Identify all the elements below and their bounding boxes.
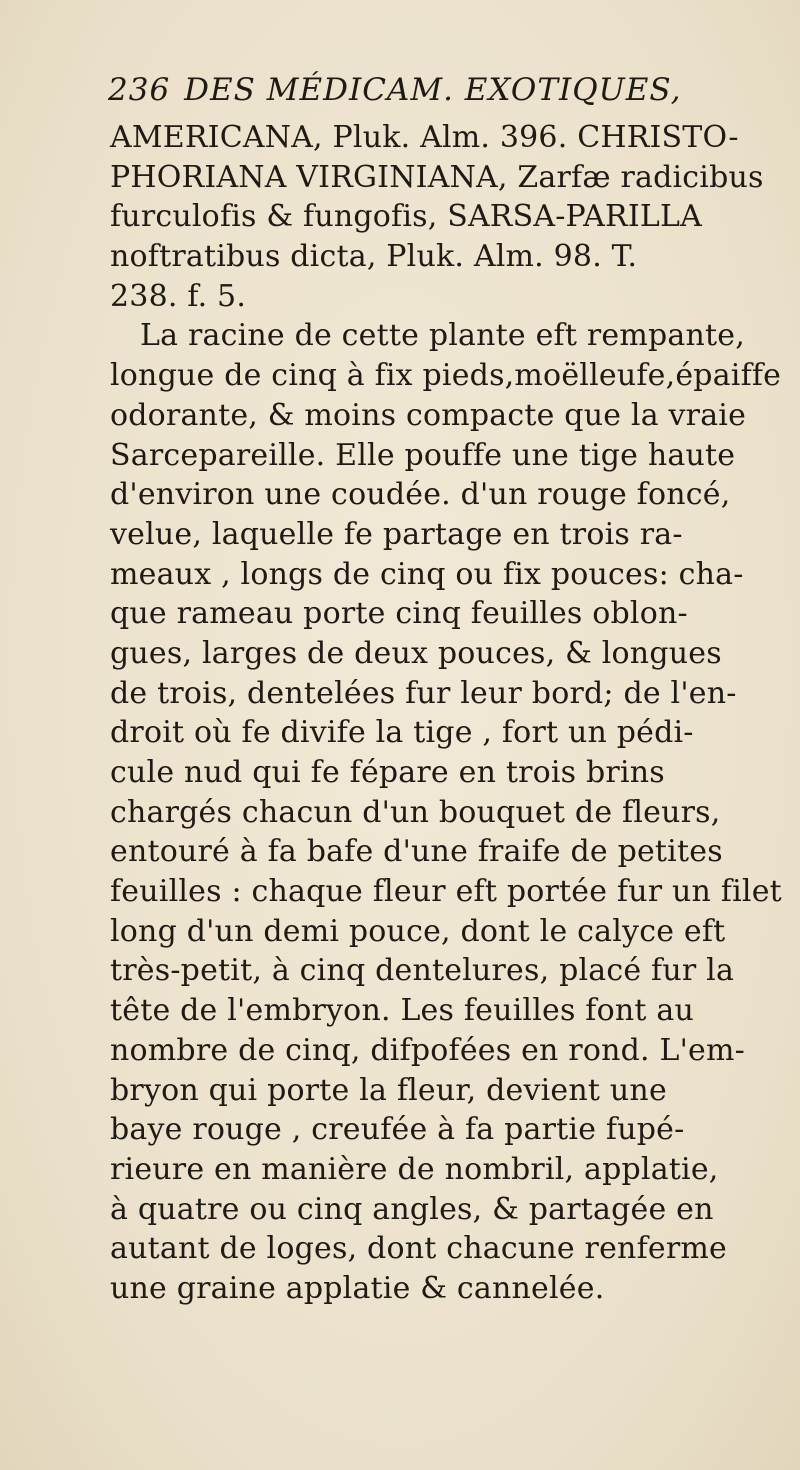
text-line: très-petit, à cinq dentelures, placé fur la [110, 953, 735, 989]
text-line: que rameau porte cinq feuilles oblon- [110, 596, 688, 632]
page-header [108, 72, 768, 120]
running-title: DES MÉDICAM. EXOTIQUES, [184, 72, 682, 108]
text-line: odorante, & moins compacte que la vraie [110, 397, 747, 433]
text-line: meaux , longs de cinq ou fix pouces: cha- [110, 556, 744, 592]
text-line: noftratibus dicta, Pluk. Alm. 98. T. [110, 239, 638, 275]
text-line: long d'un demi pouce, dont le calyce eft [110, 913, 726, 949]
text-line: autant de loges, dont chacune renferme [110, 1231, 727, 1267]
text-line: AMERICANA, Pluk. Alm. 396. CHRISTO- [110, 120, 739, 155]
text-line: de trois, dentelées fur leur bord; de l'en- [110, 675, 737, 711]
body-text [110, 118, 790, 1309]
text-line: cule nud qui fe fépare en trois brins [110, 755, 665, 790]
text-line: chargés chacun d'un bouquet de fleurs, [110, 794, 721, 830]
text-line: à quatre ou cinq angles, & partagée en [110, 1191, 714, 1227]
text-line: bryon qui porte la fleur, devient une [110, 1072, 667, 1108]
text-line: rieure en manière de nombril, applatie, [110, 1151, 719, 1187]
text-line: une graine applatie & cannelée. [110, 1270, 605, 1306]
text-line: droit où fe divife la tige , fort un pédi- [110, 715, 694, 751]
page-number: 236 [108, 72, 171, 108]
text-line: La racine de cette plante eft rempante, [140, 318, 745, 354]
text-line: tête de l'embryon. Les feuilles font au [110, 993, 694, 1029]
text-line: d'environ une coudée. d'un rouge foncé, [110, 477, 731, 513]
text-line: baye rouge , creufée à fa partie fupé- [110, 1112, 685, 1148]
text-line: feuilles : chaque fleur eft portée fur un filet [110, 874, 782, 910]
text-line: gues, larges de deux pouces, & longues [110, 635, 722, 671]
text-line: longue de cinq à fix pieds,moëlleufe,épaiffe [110, 358, 782, 394]
text-line: 238. f. 5. [110, 278, 247, 314]
text-line: Sarcepareille. Elle pouffe une tige haute [110, 437, 736, 473]
text-line: PHORIANA VIRGINIANA, Zarfæ radicibus [110, 159, 764, 195]
text-line: entouré à fa bafe d'une fraife de petites [110, 834, 723, 870]
text-line: furculofis & fungofis, SARSA-PARILLA [110, 199, 702, 235]
text-line: nombre de cinq, difpofées en rond. L'em- [110, 1032, 745, 1068]
text-line: velue, laquelle fe partage en trois ra- [110, 516, 683, 552]
